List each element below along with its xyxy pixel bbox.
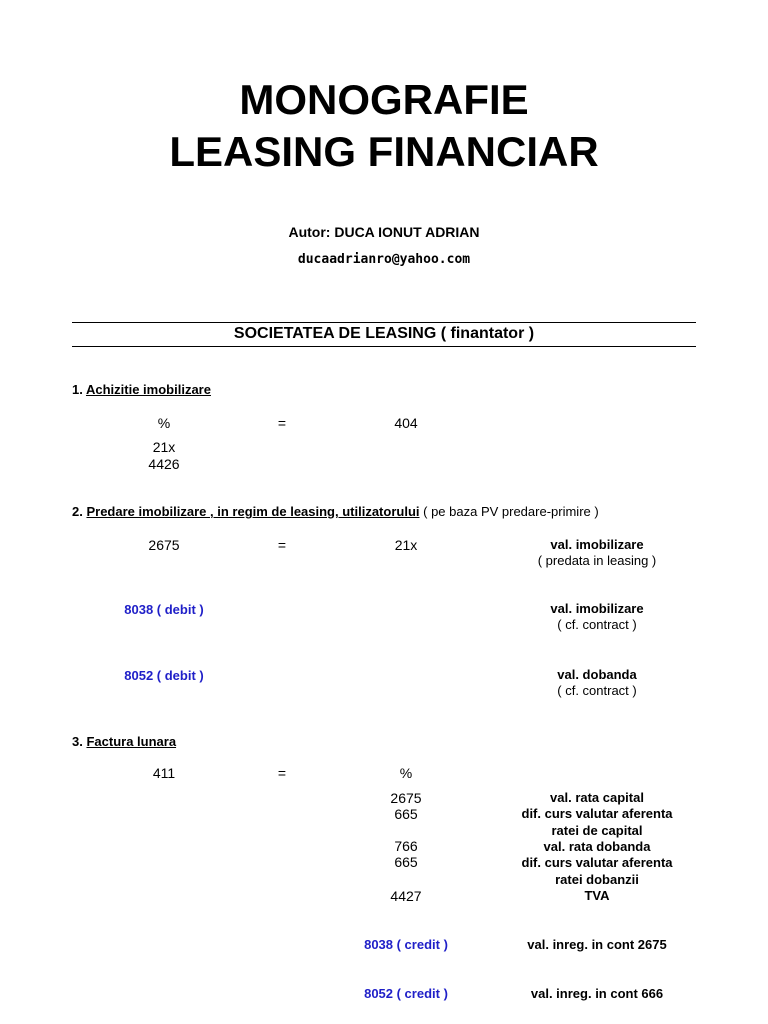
step2-note: ( pe baza PV predare-primire ): [423, 504, 599, 519]
divider-bottom: [72, 346, 696, 347]
step3-row-desc: ratei dobanzii: [555, 872, 639, 887]
step3-account-row: 665: [394, 854, 418, 870]
step3-credit: %: [399, 765, 413, 781]
step3-row-desc: dif. curs valutar aferenta: [521, 855, 673, 870]
step3-offbalance-8052-description: val. inreg. in cont 666: [530, 986, 664, 1001]
step2-off2-desc-main: val. dobanda: [557, 667, 637, 682]
step3-heading: [72, 734, 176, 749]
step2-off1-desc-note: ( cf. contract ): [557, 617, 637, 632]
step2-equals: =: [277, 537, 287, 553]
step2-credit: 21x: [394, 537, 418, 553]
step1-number: 1.: [72, 382, 83, 397]
step3-row-desc: val. rata dobanda: [543, 839, 651, 854]
step2-off1-desc-main: val. imobilizare: [550, 601, 644, 616]
document-title-line1: MONOGRAFIE: [239, 76, 529, 123]
step3-offbalance-8038: 8038 ( credit ): [364, 937, 448, 952]
section-title: SOCIETATEA DE LEASING ( finantator ): [233, 325, 535, 342]
step3-offbalance-8038-description: val. inreg. in cont 2675: [527, 937, 667, 952]
step3-account-row: 4427: [390, 888, 422, 904]
step1-heading: [72, 382, 211, 397]
step2-desc-note: ( predata in leasing ): [537, 553, 657, 568]
step3-number: 3.: [72, 734, 83, 749]
step1-equals: =: [277, 415, 287, 431]
step3-account-row: 2675: [390, 790, 422, 806]
step2-offbalance-8052-description: [557, 667, 636, 699]
step3-row-desc: dif. curs valutar aferenta: [521, 806, 673, 821]
step2-heading: [72, 504, 599, 519]
step2-number: 2.: [72, 504, 83, 519]
step3-offbalance-8052: 8052 ( credit ): [364, 986, 448, 1001]
step2-offbalance-8038: 8038 ( debit ): [124, 602, 204, 617]
step3-row-desc: TVA: [584, 888, 610, 903]
step2-debit: 2675: [148, 537, 180, 553]
step2-offbalance-8038-description: [550, 601, 643, 633]
step3-row-desc: val. rata capital: [550, 790, 644, 805]
step3-debit: 411: [152, 765, 176, 781]
step1-debit-account: 4426: [148, 456, 180, 472]
step3-title: Factura lunara: [86, 734, 177, 749]
step2-title: Predare imobilizare , in regim de leasing, utilizatorului: [86, 504, 420, 519]
step1-debit-account: 21x: [152, 439, 176, 455]
step1-debit: %: [157, 415, 171, 431]
step1-credit: 404: [394, 415, 418, 431]
step2-off2-desc-note: ( cf. contract ): [557, 683, 637, 698]
step2-offbalance-8052: 8052 ( debit ): [124, 668, 204, 683]
step2-desc-main: val. imobilizare: [550, 537, 644, 552]
author-email[interactable]: ducaadrianro@yahoo.com: [297, 252, 471, 267]
document-title-line2: LEASING FINANCIAR: [169, 128, 599, 175]
step3-row-desc: ratei de capital: [551, 823, 643, 838]
divider-top: [72, 322, 696, 323]
step1-title: Achizitie imobilizare: [85, 382, 211, 397]
step2-description: [538, 537, 657, 569]
step3-account-row: 665: [394, 806, 418, 822]
step3-equals: =: [277, 765, 287, 781]
author: Autor: DUCA IONUT ADRIAN: [288, 224, 480, 240]
step3-account-row: 766: [394, 838, 418, 854]
